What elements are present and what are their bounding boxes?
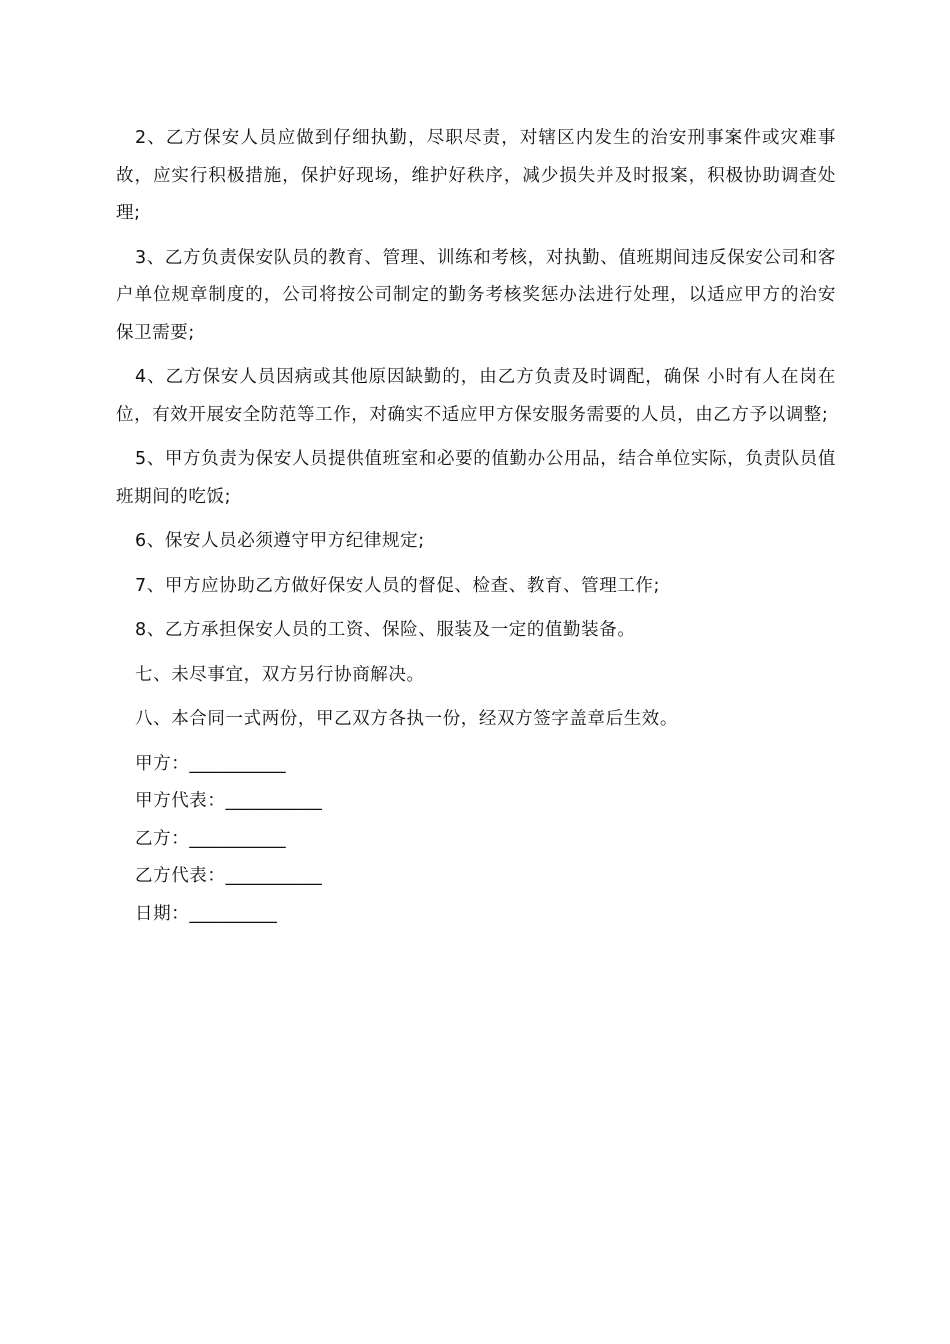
clause-8: 8、乙方承担保安人员的工资、保险、服装及一定的值勤装备。	[135, 620, 636, 640]
signature-blank: ___________	[225, 866, 322, 886]
clause-7: 7、甲方应协助乙方做好保安人员的督促、检查、教育、管理工作;	[135, 575, 661, 596]
signature-label: 乙方代表：	[135, 866, 226, 886]
signature-label: 乙方：	[135, 828, 190, 849]
signature-party-a	[116, 746, 836, 784]
clause-5: 5、甲方负责为保安人员提供值班室和必要的值勤办公用品，结合单位实际，负责队员值班期间的吃饭;	[116, 449, 836, 507]
contract-body	[116, 120, 836, 933]
signature-blank: __________	[189, 903, 277, 924]
signature-blank: ___________	[189, 828, 286, 849]
clause-2: 2、乙方保安人员应做到仔细执勤，尽职尽责，对辖区内发生的治安刑事案件或灾难事故，应实行积极措施，保护好现场，维护好秩序，减少损失并及时报案，积极协助调查处理;	[116, 128, 836, 223]
signature-party-b	[116, 821, 836, 859]
signature-blank: ___________	[189, 753, 286, 774]
clause-6: 6、保安人员必须遵守甲方纪律规定;	[135, 531, 425, 551]
signature-party-b-representative	[116, 858, 836, 896]
section-seven: 七、未尽事宜，双方另行协商解决。	[135, 664, 425, 685]
signature-label: 日期：	[135, 903, 190, 924]
signature-label: 甲方：	[135, 753, 190, 774]
section-eight: 八、本合同一式两份，甲乙双方各执一份，经双方签字盖章后生效。	[135, 709, 678, 729]
signature-blank: ___________	[225, 791, 322, 811]
signature-label: 甲方代表：	[135, 791, 226, 811]
clause-4: 4、乙方保安人员因病或其他原因缺勤的，由乙方负责及时调配，确保 小时有人在岗在位，有效开展安全防范等工作，对确实不适应甲方保安服务需要的人员，由乙方予以调整;	[116, 367, 836, 425]
signature-party-a-representative	[116, 783, 836, 821]
clause-3: 3、乙方负责保安队员的教育、管理、训练和考核，对执勤、值班期间违反保安公司和客户单位规章制度的，公司将按公司制定的勤务考核奖惩办法进行处理，以适应甲方的治安保卫需要;	[116, 247, 836, 343]
signature-date	[116, 896, 836, 934]
